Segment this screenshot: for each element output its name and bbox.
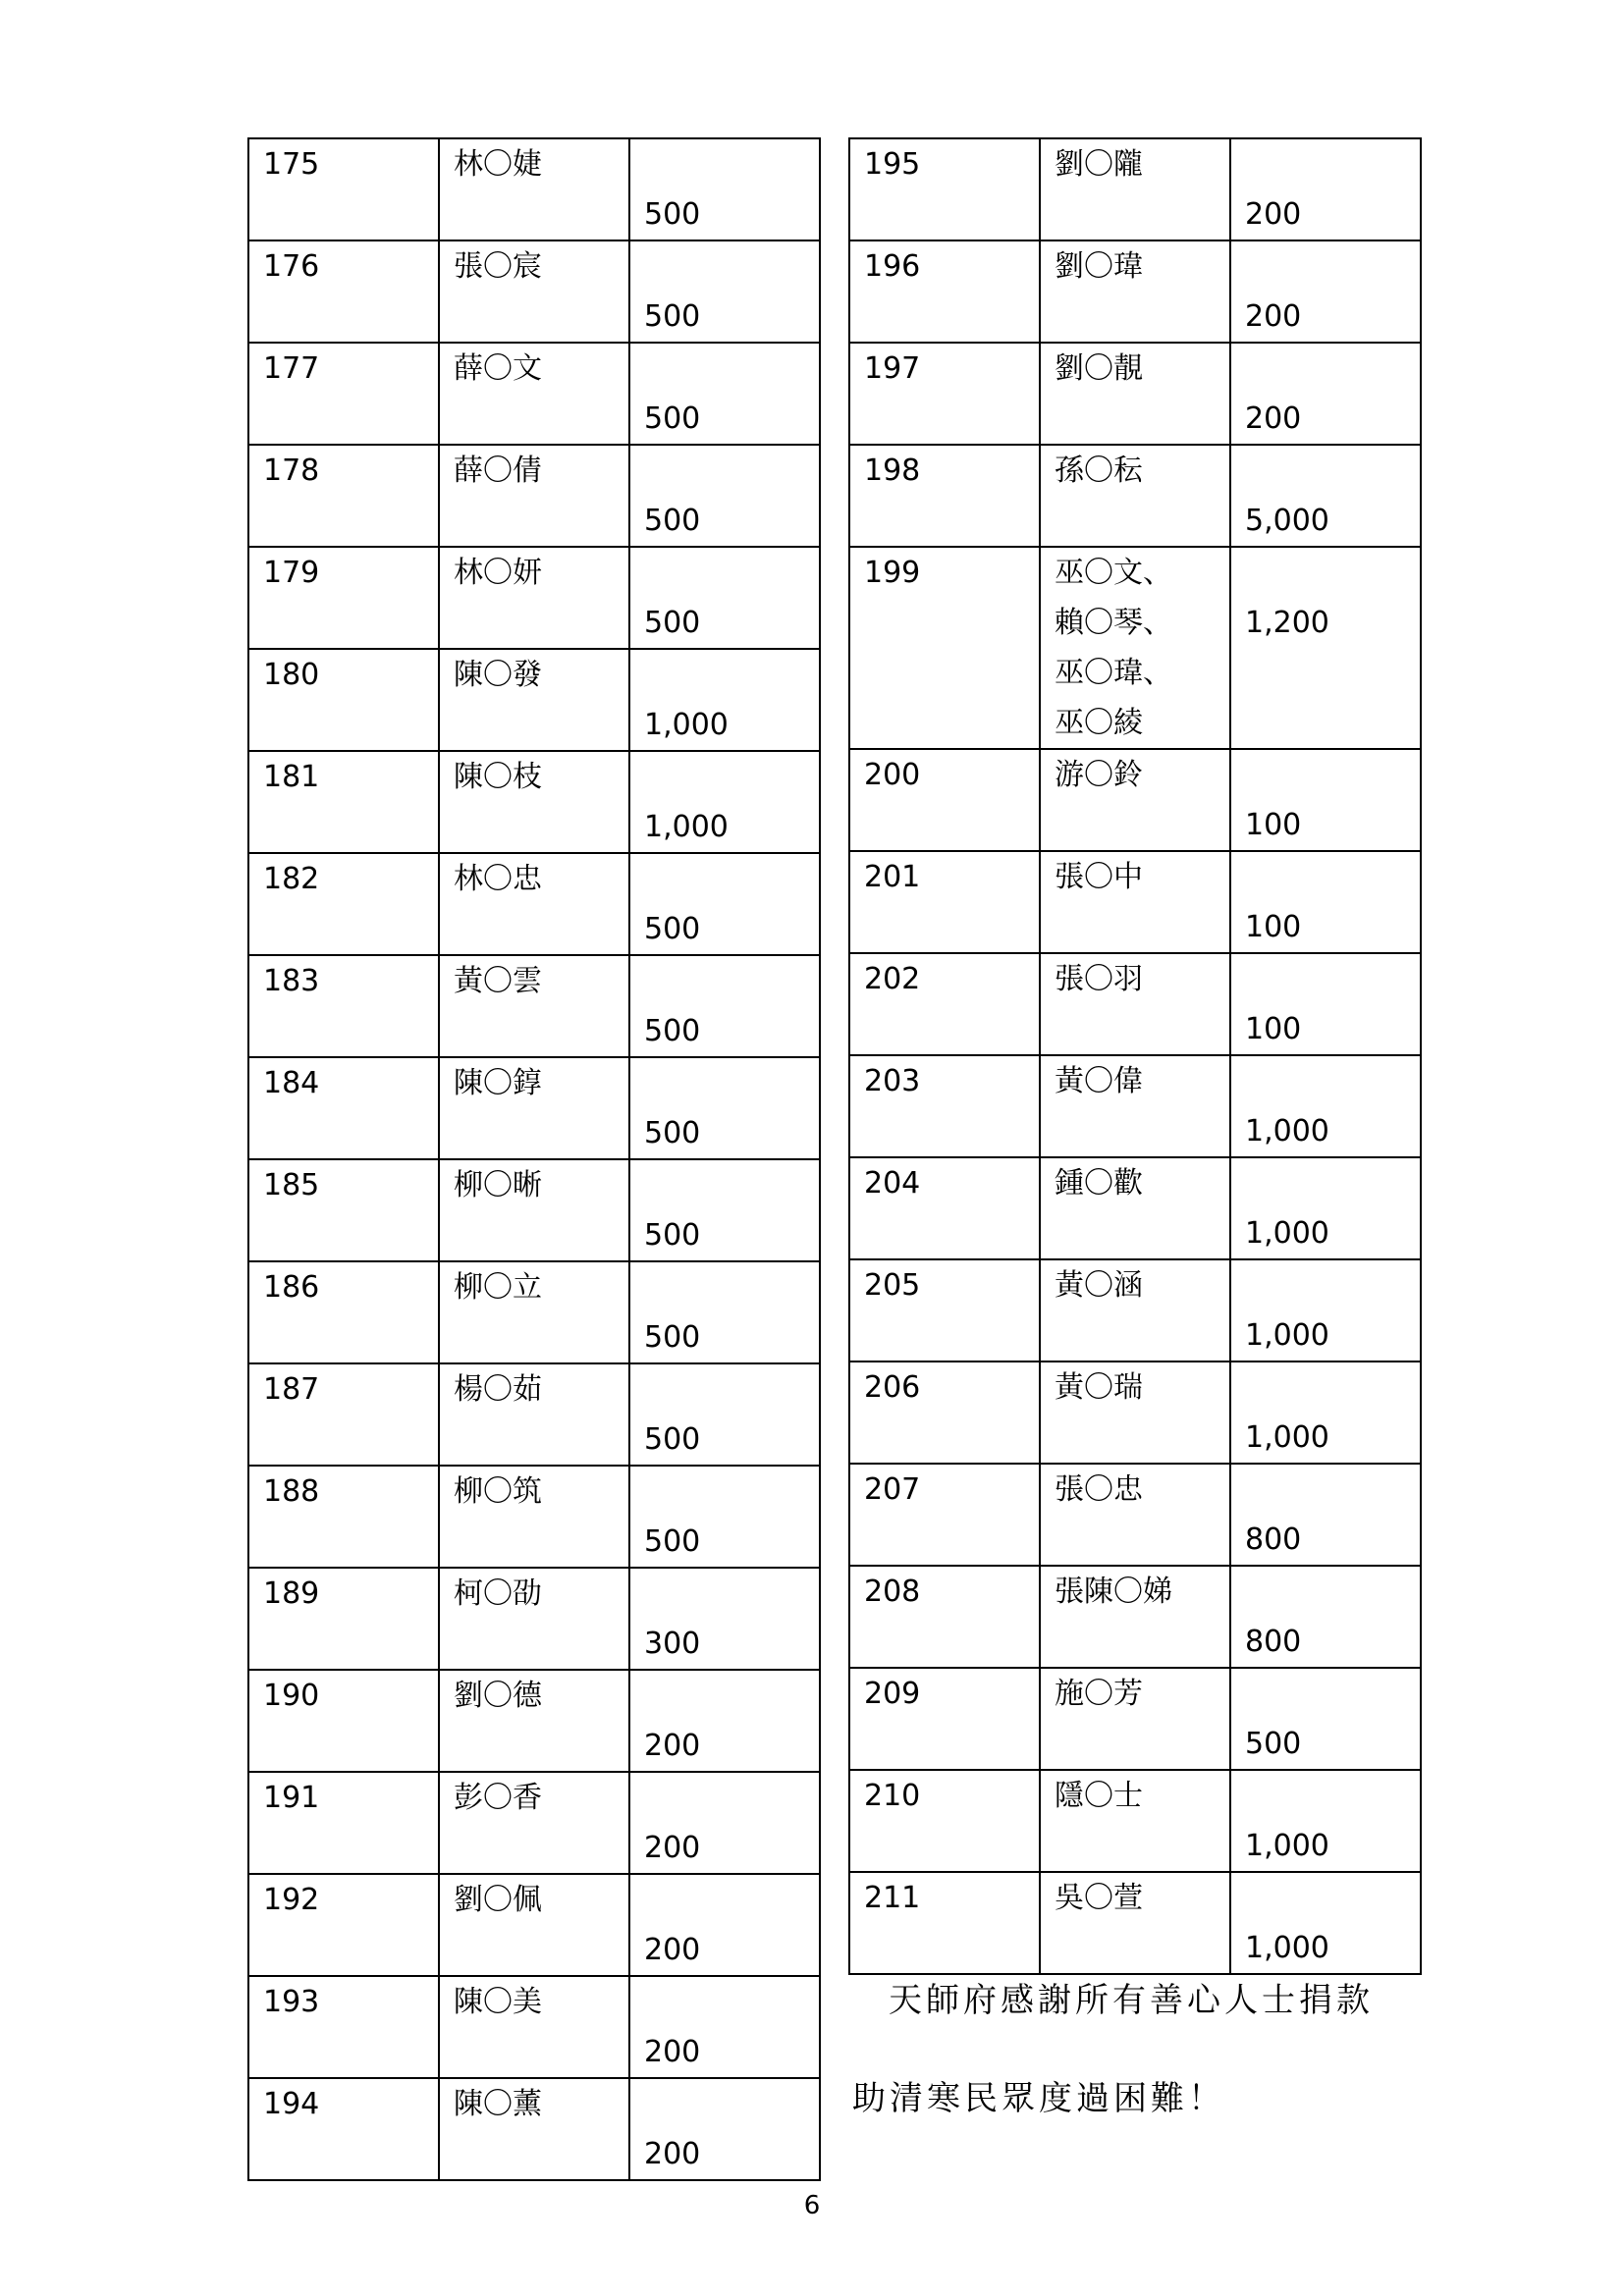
donor-name-line: 陳〇薰 — [454, 2087, 542, 2121]
donor-number: 186 — [248, 1261, 439, 1363]
table-row — [248, 138, 820, 240]
donor-name-line: 賴〇琴、 — [1055, 606, 1172, 640]
table-row — [248, 1466, 820, 1568]
donation-amount-value: 200 — [644, 1831, 701, 1865]
donation-amount-value: 1,000 — [644, 810, 729, 844]
table-row — [849, 953, 1421, 1055]
table-row — [248, 547, 820, 649]
donor-name-line: 劉〇德 — [454, 1679, 542, 1713]
table-row — [248, 1772, 820, 1874]
donor-name — [1040, 138, 1230, 240]
page-number: 6 — [803, 2191, 821, 2220]
donation-amount-value: 500 — [644, 1320, 701, 1355]
donor-name — [439, 2078, 629, 2180]
donor-name — [439, 1466, 629, 1568]
donation-amount-value: 1,000 — [1245, 1114, 1329, 1148]
table-row — [248, 1568, 820, 1670]
donation-amount-value: 1,000 — [1245, 1318, 1329, 1353]
donor-name-line: 柳〇立 — [454, 1270, 542, 1305]
donation-amount — [629, 1772, 820, 1874]
table-row — [248, 240, 820, 343]
donor-number: 183 — [248, 955, 439, 1057]
donor-name — [439, 1874, 629, 1976]
donor-name-line: 巫〇瑋、 — [1055, 656, 1172, 690]
donor-number: 210 — [849, 1770, 1040, 1872]
donation-amount-value: 500 — [644, 606, 701, 640]
donor-name-line: 陳〇美 — [454, 1985, 542, 2019]
donation-amount — [629, 240, 820, 343]
table-row — [849, 138, 1421, 240]
donor-name-line: 陳〇發 — [454, 658, 542, 692]
donation-amount-value: 800 — [1245, 1522, 1302, 1557]
donation-amount — [629, 1057, 820, 1159]
donor-name — [1040, 953, 1230, 1055]
table-row — [248, 1159, 820, 1261]
table-row — [849, 1770, 1421, 1872]
donation-amount — [1230, 851, 1421, 953]
donor-name-line: 薛〇倩 — [454, 454, 542, 488]
donation-amount-value: 100 — [1245, 808, 1302, 842]
donation-amount — [629, 1466, 820, 1568]
donor-name-line: 巫〇綾 — [1055, 706, 1143, 740]
donor-name-line: 柳〇筑 — [454, 1474, 542, 1509]
donor-name-line: 劉〇瑋 — [1055, 249, 1143, 284]
donor-name-line: 巫〇文、 — [1055, 556, 1172, 590]
donor-number: 211 — [849, 1872, 1040, 1974]
donation-amount-value: 1,000 — [644, 708, 729, 742]
donor-number: 192 — [248, 1874, 439, 1976]
table-row — [849, 1872, 1421, 1974]
donor-name-line: 彭〇香 — [454, 1781, 542, 1815]
donation-amount — [1230, 445, 1421, 547]
donor-name-line: 張〇中 — [1055, 860, 1143, 894]
donor-name — [1040, 547, 1230, 749]
donor-name-line: 隱〇士 — [1055, 1779, 1143, 1813]
donor-number: 190 — [248, 1670, 439, 1772]
donation-amount — [629, 445, 820, 547]
donor-name-line: 黃〇雲 — [454, 964, 542, 998]
donor-number: 184 — [248, 1057, 439, 1159]
donor-number: 208 — [849, 1566, 1040, 1668]
donation-amount — [629, 649, 820, 751]
donation-amount-value: 500 — [644, 401, 701, 436]
donor-name — [439, 853, 629, 955]
table-row — [248, 853, 820, 955]
donor-name-line: 鍾〇歡 — [1055, 1166, 1143, 1201]
donor-name-line: 吳〇萱 — [1055, 1881, 1143, 1915]
table-row — [849, 749, 1421, 851]
donor-name — [439, 1159, 629, 1261]
donation-amount — [1230, 1362, 1421, 1464]
donation-amount-value: 1,200 — [1245, 606, 1329, 640]
donor-number: 197 — [849, 343, 1040, 445]
donation-amount — [629, 1159, 820, 1261]
donation-amount — [1230, 1770, 1421, 1872]
donor-name-line: 林〇忠 — [454, 862, 542, 896]
donation-amount — [629, 955, 820, 1057]
donor-name-line: 張〇宸 — [454, 249, 542, 284]
donor-name — [1040, 1566, 1230, 1668]
donor-number: 206 — [849, 1362, 1040, 1464]
donor-name — [439, 1057, 629, 1159]
donation-amount — [1230, 1668, 1421, 1770]
donor-name — [1040, 1259, 1230, 1362]
donation-amount — [1230, 1464, 1421, 1566]
donor-name — [1040, 445, 1230, 547]
table-row — [849, 851, 1421, 953]
table-row — [849, 1464, 1421, 1566]
donation-amount-value: 1,000 — [1245, 1216, 1329, 1251]
donation-amount-value: 5,000 — [1245, 504, 1329, 538]
thanks-message-line-1: 天師府感謝所有善心人士捐款 — [889, 1981, 1374, 2020]
table-row — [248, 955, 820, 1057]
donation-amount-value: 500 — [644, 1116, 701, 1150]
donor-name — [439, 343, 629, 445]
donor-number: 207 — [849, 1464, 1040, 1566]
donor-name — [1040, 1770, 1230, 1872]
donation-amount-value: 500 — [644, 504, 701, 538]
donation-amount — [629, 1670, 820, 1772]
donor-name — [1040, 240, 1230, 343]
donor-number: 193 — [248, 1976, 439, 2078]
donation-amount-value: 500 — [644, 1524, 701, 1559]
donor-name-line: 黃〇涵 — [1055, 1268, 1143, 1303]
donation-amount-value: 1,000 — [1245, 1829, 1329, 1863]
donor-number: 196 — [849, 240, 1040, 343]
donor-name-line: 劉〇靚 — [1055, 351, 1143, 386]
donation-amount — [1230, 138, 1421, 240]
donation-amount-value: 500 — [644, 299, 701, 334]
donation-amount-value: 100 — [1245, 1012, 1302, 1046]
donor-name — [1040, 1464, 1230, 1566]
donor-name-line: 黃〇瑞 — [1055, 1370, 1143, 1405]
donor-name-line: 薛〇文 — [454, 351, 542, 386]
donation-amount — [1230, 1872, 1421, 1974]
donation-amount — [629, 547, 820, 649]
table-row — [849, 1157, 1421, 1259]
thanks-message-line-2: 助清寒民眾度過困難！ — [852, 2079, 1225, 2118]
donor-number: 199 — [849, 547, 1040, 749]
donor-number: 178 — [248, 445, 439, 547]
donation-amount — [1230, 749, 1421, 851]
donor-name-line: 黃〇偉 — [1055, 1064, 1143, 1098]
table-row — [248, 445, 820, 547]
table-row — [849, 1259, 1421, 1362]
table-row — [248, 1363, 820, 1466]
donor-name — [439, 240, 629, 343]
donor-name-line: 張陳〇娣 — [1055, 1575, 1172, 1609]
donation-amount — [629, 1363, 820, 1466]
donor-number: 182 — [248, 853, 439, 955]
donor-name — [1040, 1872, 1230, 1974]
donation-amount — [629, 2078, 820, 2180]
donor-name-line: 陳〇錞 — [454, 1066, 542, 1100]
donation-amount-value: 200 — [1245, 197, 1302, 232]
donation-amount-value: 500 — [644, 912, 701, 946]
donation-amount-value: 200 — [644, 1729, 701, 1763]
donation-amount-value: 500 — [644, 1014, 701, 1048]
donation-amount-value: 200 — [1245, 299, 1302, 334]
donor-name-line: 孫〇秐 — [1055, 454, 1143, 488]
donor-name — [1040, 1668, 1230, 1770]
donor-name — [1040, 1157, 1230, 1259]
donor-name — [439, 1976, 629, 2078]
donation-amount — [1230, 240, 1421, 343]
donor-name-line: 柯〇劭 — [454, 1576, 542, 1611]
donation-amount — [629, 853, 820, 955]
donor-number: 187 — [248, 1363, 439, 1466]
donation-amount-value: 200 — [644, 1933, 701, 1967]
table-row — [248, 649, 820, 751]
donor-name-line: 施〇芳 — [1055, 1677, 1143, 1711]
donation-amount — [1230, 343, 1421, 445]
donor-name — [439, 1772, 629, 1874]
donor-number: 198 — [849, 445, 1040, 547]
donor-name — [439, 547, 629, 649]
donor-name-line: 劉〇佩 — [454, 1883, 542, 1917]
donation-amount-value: 500 — [644, 1218, 701, 1253]
donor-number: 185 — [248, 1159, 439, 1261]
donor-name-line: 柳〇晰 — [454, 1168, 542, 1202]
donation-amount-value: 500 — [644, 1422, 701, 1457]
donor-number: 180 — [248, 649, 439, 751]
donor-name — [1040, 1055, 1230, 1157]
donor-number: 209 — [849, 1668, 1040, 1770]
donor-name — [1040, 343, 1230, 445]
donor-number: 191 — [248, 1772, 439, 1874]
donor-name-line: 楊〇茹 — [454, 1372, 542, 1407]
donor-number: 188 — [248, 1466, 439, 1568]
donation-amount-value: 200 — [644, 2035, 701, 2069]
donation-table-left — [247, 137, 821, 2181]
donor-name-line: 張〇忠 — [1055, 1472, 1143, 1507]
donation-amount-value: 500 — [644, 197, 701, 232]
donor-number: 177 — [248, 343, 439, 445]
donor-number: 204 — [849, 1157, 1040, 1259]
table-row — [248, 1670, 820, 1772]
donor-name-line: 游〇鈴 — [1055, 758, 1143, 792]
donor-name-line: 劉〇隴 — [1055, 147, 1143, 182]
donation-amount-value: 500 — [1245, 1727, 1302, 1761]
donation-amount — [1230, 1259, 1421, 1362]
donation-amount — [1230, 953, 1421, 1055]
donor-name — [439, 445, 629, 547]
donor-name-line: 張〇羽 — [1055, 962, 1143, 996]
table-row — [849, 1362, 1421, 1464]
donor-number: 194 — [248, 2078, 439, 2180]
table-row — [248, 1874, 820, 1976]
donation-amount-value: 1,000 — [1245, 1931, 1329, 1965]
table-row — [849, 343, 1421, 445]
donor-number: 175 — [248, 138, 439, 240]
donation-amount — [1230, 1157, 1421, 1259]
donation-amount — [629, 138, 820, 240]
donor-name — [1040, 749, 1230, 851]
donation-amount-value: 300 — [644, 1627, 701, 1661]
donor-number: 181 — [248, 751, 439, 853]
donation-amount-value: 800 — [1245, 1625, 1302, 1659]
table-row — [248, 1976, 820, 2078]
donation-amount — [629, 751, 820, 853]
donation-amount — [629, 1261, 820, 1363]
donor-name — [439, 1261, 629, 1363]
donor-name — [439, 955, 629, 1057]
donor-name-line: 林〇婕 — [454, 147, 542, 182]
donor-number: 189 — [248, 1568, 439, 1670]
table-row — [849, 547, 1421, 749]
donation-amount-value: 200 — [1245, 401, 1302, 436]
donation-amount — [629, 1568, 820, 1670]
donor-number: 205 — [849, 1259, 1040, 1362]
donation-amount — [629, 1976, 820, 2078]
donor-number: 195 — [849, 138, 1040, 240]
donor-name — [439, 649, 629, 751]
donor-name — [439, 751, 629, 853]
table-row — [849, 240, 1421, 343]
table-row — [849, 1668, 1421, 1770]
donor-name-line: 陳〇枝 — [454, 760, 542, 794]
table-row — [248, 343, 820, 445]
donor-number: 176 — [248, 240, 439, 343]
donor-name — [1040, 1362, 1230, 1464]
donation-amount — [1230, 1566, 1421, 1668]
table-row — [248, 2078, 820, 2180]
donation-amount-value: 1,000 — [1245, 1420, 1329, 1455]
donor-number: 203 — [849, 1055, 1040, 1157]
donation-amount-value: 200 — [644, 2137, 701, 2171]
table-row — [849, 1566, 1421, 1668]
table-row — [248, 1057, 820, 1159]
donor-number: 201 — [849, 851, 1040, 953]
table-row — [849, 1055, 1421, 1157]
donation-amount — [1230, 547, 1421, 749]
donor-name — [1040, 851, 1230, 953]
donor-number: 200 — [849, 749, 1040, 851]
donation-amount-value: 100 — [1245, 910, 1302, 944]
donation-amount — [629, 343, 820, 445]
donor-number: 202 — [849, 953, 1040, 1055]
table-row — [248, 1261, 820, 1363]
donation-amount — [629, 1874, 820, 1976]
donor-name-line: 林〇妍 — [454, 556, 542, 590]
donor-name — [439, 1568, 629, 1670]
donation-amount — [1230, 1055, 1421, 1157]
donation-table-right — [848, 137, 1422, 1975]
table-row — [849, 445, 1421, 547]
donor-number: 179 — [248, 547, 439, 649]
donor-name — [439, 1670, 629, 1772]
table-row — [248, 751, 820, 853]
donor-name — [439, 138, 629, 240]
donor-name — [439, 1363, 629, 1466]
